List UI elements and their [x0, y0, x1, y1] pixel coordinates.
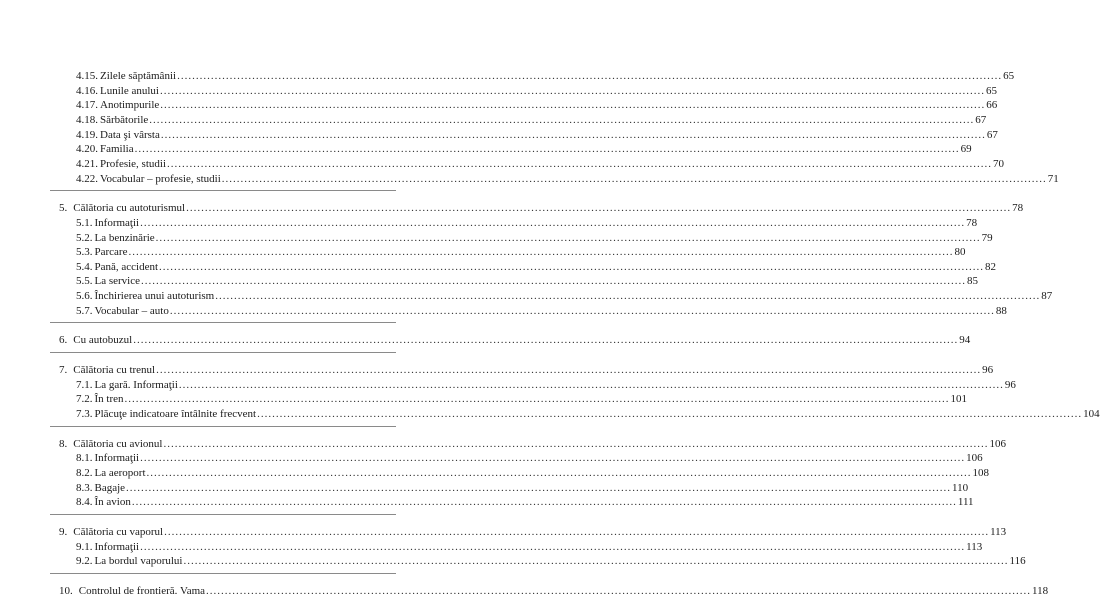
entry-page-number: 71: [1047, 172, 1059, 185]
entry-page-number: 111: [957, 496, 974, 509]
section-divider: [50, 573, 396, 574]
entry-number: 8.1.: [76, 452, 93, 465]
dot-leader: ............................................................................................................................................................................................................................: [159, 84, 985, 97]
dot-leader: ............................................................................................................................................................................................................................: [169, 304, 995, 317]
entry-number: 8.3.: [76, 481, 93, 494]
toc-entry[interactable]: [76, 84, 997, 98]
entry-title: Lunile anului: [100, 84, 159, 97]
dot-leader: ............................................................................................................................................................................................................................: [134, 143, 960, 156]
dot-leader: ............................................................................................................................................................................................................................: [164, 525, 990, 538]
entry-number: 4.19.: [76, 128, 98, 141]
entry-number: 5.5.: [76, 275, 93, 288]
toc-entry[interactable]: [76, 69, 1015, 83]
dot-leader: ............................................................................................................................................................................................................................: [159, 260, 985, 273]
dot-leader: ............................................................................................................................................................................................................................: [128, 246, 954, 259]
dot-leader: ............................................................................................................................................................................................................................: [177, 70, 1003, 82]
entry-title: Informaţii: [94, 540, 140, 553]
entry-title: Informaţii: [94, 216, 140, 229]
dot-leader: ............................................................................................................................................................................................................................: [126, 481, 952, 494]
dot-leader: ............................................................................................................................................................................................................................: [146, 466, 972, 479]
entry-title: Călătoria cu autoturismul: [73, 202, 186, 215]
toc-entry[interactable]: [76, 98, 998, 112]
entry-number: 4.17.: [76, 99, 98, 112]
entry-number: 10.: [59, 584, 73, 597]
entry-number: 9.: [59, 525, 68, 538]
toc-entry[interactable]: [76, 495, 974, 509]
entry-title: Vocabular – auto: [94, 304, 169, 317]
entry-page-number: 113: [990, 525, 1007, 538]
toc-entry[interactable]: [76, 554, 1026, 568]
entry-number: 5.3.: [76, 246, 93, 259]
entry-page-number: 108: [972, 466, 989, 479]
toc-entry[interactable]: [76, 142, 972, 156]
toc-entry[interactable]: [76, 407, 1100, 421]
entry-number: 7.1.: [76, 378, 93, 391]
entry-title: Cu autobuzul: [73, 334, 133, 347]
toc-entry[interactable]: [76, 289, 1053, 303]
entry-number: 7.2.: [76, 393, 93, 406]
entry-title: Pană, accident: [94, 260, 159, 273]
entry-page-number: 106: [966, 452, 983, 465]
entry-number: 4.20.: [76, 143, 98, 156]
entry-number: 5.1.: [76, 216, 93, 229]
entry-page-number: 88: [995, 304, 1007, 317]
entry-title: Călătoria cu trenul: [73, 364, 156, 377]
entry-title: Controlul de frontieră. Vama: [78, 584, 206, 597]
entry-title: La gară. Informaţii: [94, 378, 178, 391]
dot-leader: ............................................................................................................................................................................................................................: [133, 334, 959, 347]
entry-title: În avion: [94, 496, 131, 509]
toc-entry[interactable]: [76, 157, 1004, 171]
dot-leader: ............................................................................................................................................................................................................................: [160, 99, 986, 112]
entry-title: Anotimpurile: [100, 99, 160, 112]
entry-title: Plăcuţe indicatoare întâlnite frecvent: [94, 408, 257, 420]
toc-entry[interactable]: [76, 540, 983, 554]
entry-number: 4.18.: [76, 113, 98, 126]
toc-entry[interactable]: [76, 481, 969, 495]
entry-page-number: 80: [954, 246, 966, 259]
toc-entry[interactable]: [76, 113, 987, 127]
entry-page-number: 87: [1041, 290, 1053, 303]
toc-entry[interactable]: [76, 245, 966, 259]
entry-page-number: 94: [959, 334, 971, 347]
entry-number: 5.: [59, 202, 68, 215]
entry-page-number: 113: [966, 540, 983, 553]
dot-leader: ............................................................................................................................................................................................................................: [183, 555, 1009, 568]
entry-page-number: 70: [993, 157, 1004, 170]
entry-page-number: 82: [985, 260, 997, 273]
entry-page-number: 67: [986, 128, 998, 141]
entry-title: Informaţii: [94, 452, 140, 465]
entry-number: 5.7.: [76, 304, 93, 317]
dot-leader: ............................................................................................................................................................................................................................: [141, 275, 966, 288]
toc-entry[interactable]: [76, 128, 998, 142]
section-divider: [50, 352, 396, 353]
entry-title: La bordul vaporului: [94, 555, 183, 568]
dot-leader: ............................................................................................................................................................................................................................: [167, 157, 992, 170]
entry-title: Călătoria cu vaporul: [73, 525, 164, 538]
entry-page-number: 104: [1083, 408, 1100, 420]
entry-page-number: 65: [1003, 70, 1015, 82]
entry-page-number: 110: [952, 481, 969, 494]
entry-number: 6.: [59, 334, 68, 347]
entry-number: 5.6.: [76, 290, 93, 303]
entry-number: 8.: [59, 437, 68, 450]
toc-entry[interactable]: [76, 451, 983, 465]
dot-leader: ............................................................................................................................................................................................................................: [215, 290, 1041, 303]
entry-page-number: 65: [985, 84, 997, 97]
dot-leader: ............................................................................................................................................................................................................................: [140, 216, 966, 229]
dot-leader: ............................................................................................................................................................................................................................: [156, 364, 982, 377]
entry-number: 8.2.: [76, 466, 93, 479]
entry-title: Închirierea unui autoturism: [94, 290, 215, 303]
entry-title: Familia: [100, 143, 134, 156]
entry-title: La aeroport: [94, 466, 146, 479]
entry-page-number: 66: [986, 99, 998, 112]
entry-page-number: 96: [1004, 378, 1016, 391]
entry-number: 7.3.: [76, 408, 93, 420]
entry-title: La benzinărie: [94, 231, 155, 244]
dot-leader: ............................................................................................................................................................................................................................: [178, 378, 1004, 391]
section-divider: [50, 514, 396, 515]
entry-title: La service: [94, 275, 140, 288]
entry-number: 5.4.: [76, 260, 93, 273]
entry-number: 7.: [59, 364, 68, 377]
section-divider: [50, 426, 396, 427]
toc-chapter[interactable]: [59, 437, 1006, 451]
dot-leader: ............................................................................................................................................................................................................................: [221, 172, 1047, 185]
dot-leader: ............................................................................................................................................................................................................................: [160, 128, 986, 141]
entry-number: 9.1.: [76, 540, 93, 553]
dot-leader: ............................................................................................................................................................................................................................: [140, 540, 966, 553]
toc-entry[interactable]: [76, 274, 978, 288]
dot-leader: ............................................................................................................................................................................................................................: [124, 393, 950, 406]
toc-entry[interactable]: [76, 466, 989, 480]
entry-title: Profesie, studii: [100, 157, 166, 170]
entry-page-number: 85: [967, 275, 978, 288]
toc-entry[interactable]: [76, 260, 997, 274]
toc-chapter[interactable]: [59, 333, 971, 347]
entry-number: 5.2.: [76, 231, 93, 244]
entry-number: 4.15.: [76, 70, 98, 82]
dot-leader: ............................................................................................................................................................................................................................: [206, 584, 1032, 597]
entry-page-number: 69: [960, 143, 972, 156]
toc-chapter[interactable]: [59, 201, 1024, 215]
dot-leader: ............................................................................................................................................................................................................................: [131, 496, 957, 509]
entry-page-number: 96: [982, 364, 994, 377]
toc-entry[interactable]: [76, 378, 1016, 392]
dot-leader: ............................................................................................................................................................................................................................: [257, 408, 1083, 420]
toc-chapter[interactable]: [59, 525, 1007, 539]
toc-entry[interactable]: [76, 231, 993, 245]
entry-page-number: 78: [966, 216, 978, 229]
toc-entry[interactable]: [76, 304, 1007, 318]
entry-title: Vocabular – profesie, studii: [100, 172, 221, 185]
entry-page-number: 78: [1012, 202, 1024, 215]
entry-number: 4.22.: [76, 172, 98, 185]
entry-page-number: 79: [981, 231, 993, 244]
entry-title: În tren: [94, 393, 124, 406]
entry-number: 8.4.: [76, 496, 93, 509]
toc-entry[interactable]: [76, 172, 1059, 186]
toc-chapter[interactable]: [59, 584, 1049, 598]
dot-leader: ............................................................................................................................................................................................................................: [155, 231, 981, 244]
entry-title: Bagaje: [94, 481, 126, 494]
entry-page-number: 106: [989, 437, 1006, 450]
dot-leader: ............................................................................................................................................................................................................................: [140, 452, 966, 465]
toc-entry[interactable]: [76, 216, 978, 230]
entry-title: Sărbătorile: [100, 113, 149, 126]
entry-title: Data şi vârsta: [100, 128, 160, 141]
dot-leader: ............................................................................................................................................................................................................................: [149, 113, 975, 126]
section-divider: [50, 190, 396, 191]
entry-page-number: 118: [1032, 584, 1049, 597]
dot-leader: ............................................................................................................................................................................................................................: [163, 437, 989, 450]
entry-title: Parcare: [94, 246, 128, 259]
toc-chapter[interactable]: [59, 363, 994, 377]
toc-entry[interactable]: [76, 392, 968, 406]
entry-page-number: 67: [975, 113, 987, 126]
entry-title: Zilele săptămânii: [100, 70, 177, 82]
entry-number: 4.21.: [76, 157, 98, 170]
entry-page-number: 101: [950, 393, 968, 406]
entry-number: 4.16.: [76, 84, 98, 97]
section-divider: [50, 322, 396, 323]
entry-title: Călătoria cu avionul: [73, 437, 163, 450]
dot-leader: ............................................................................................................................................................................................................................: [186, 202, 1012, 215]
entry-number: 9.2.: [76, 555, 93, 568]
entry-page-number: 116: [1009, 555, 1026, 568]
